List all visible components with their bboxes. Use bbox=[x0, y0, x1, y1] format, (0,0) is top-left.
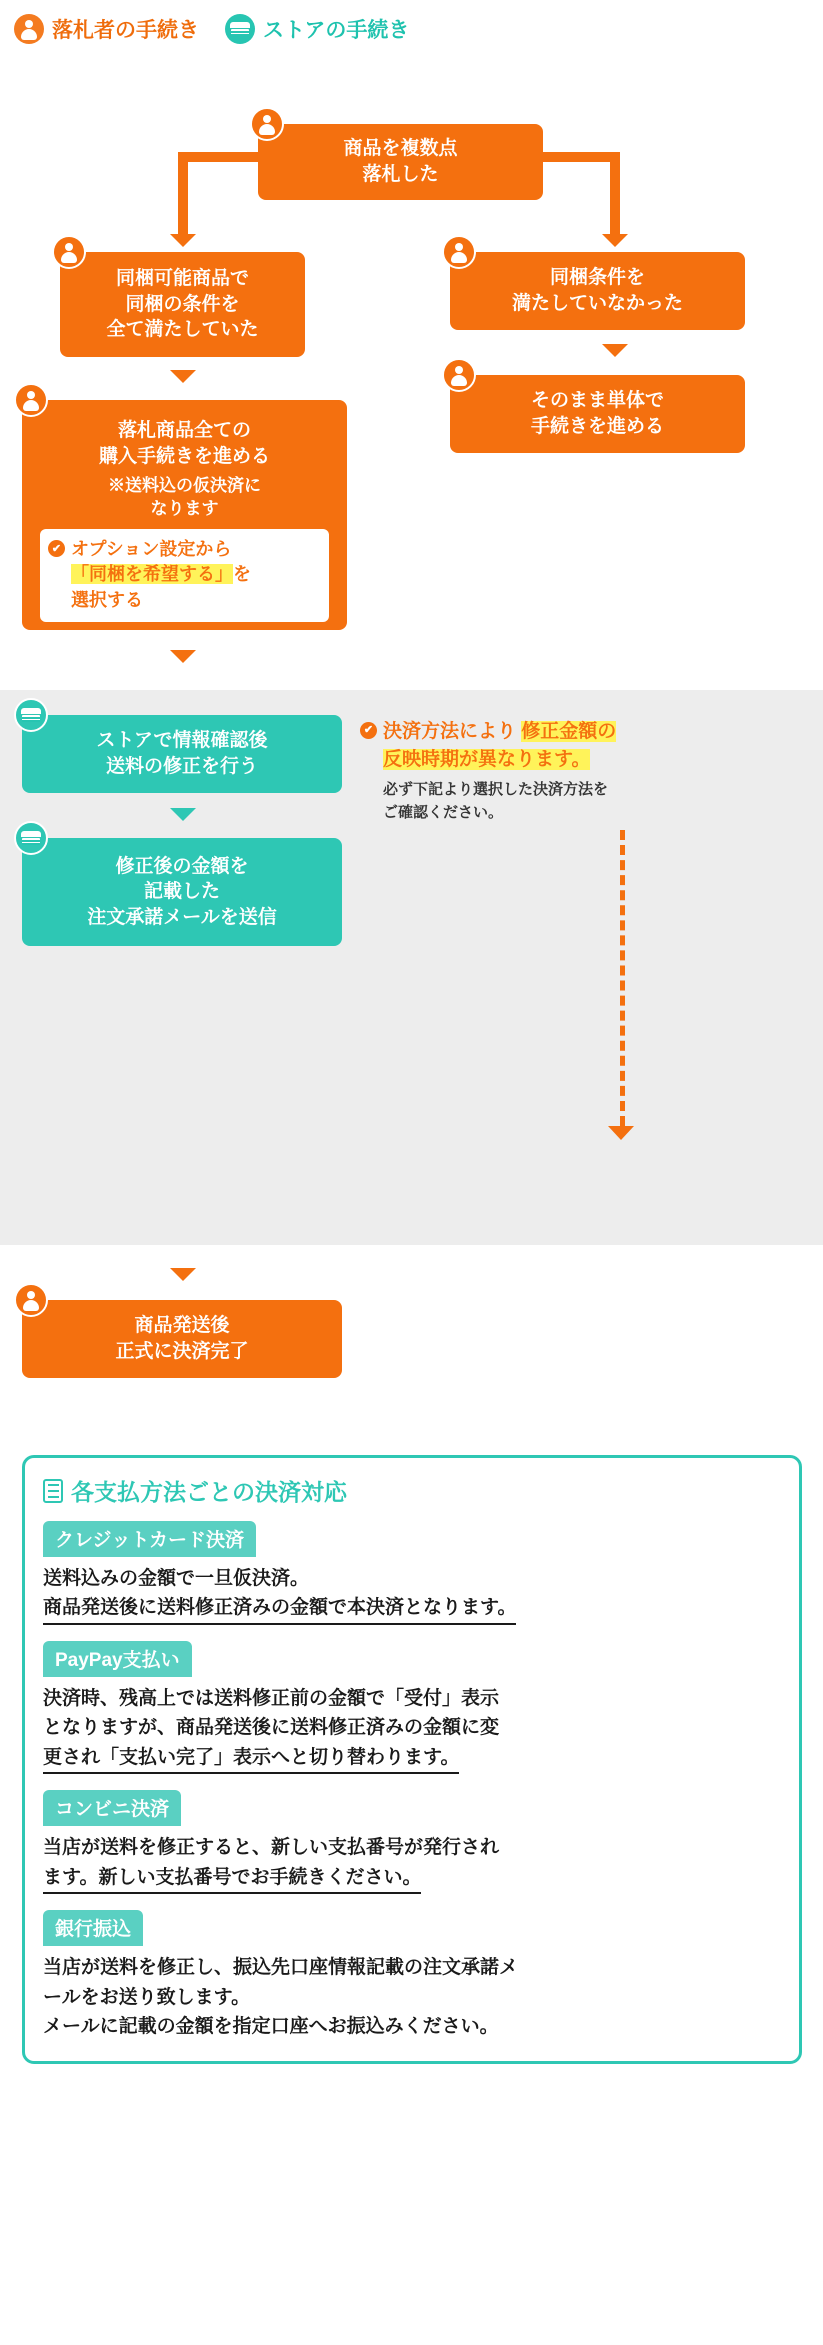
section-header: 銀行振込 bbox=[43, 1910, 143, 1946]
payment-section-convenience-store bbox=[43, 1790, 781, 1894]
section-body-line: 当店が送料を修正し、振込先口座情報記載の注文承諾メ bbox=[43, 1957, 519, 1979]
payment-section-credit-card bbox=[43, 1521, 781, 1625]
node-subline: なります bbox=[150, 499, 219, 519]
arrow-head-to-store-step bbox=[170, 650, 196, 663]
node-send-order-confirmation-mail bbox=[22, 838, 342, 946]
legend-item-buyer bbox=[14, 14, 199, 44]
person-icon bbox=[14, 14, 44, 44]
arrow-head-left bbox=[170, 234, 196, 247]
callout-line-2-post: を bbox=[233, 564, 251, 585]
node-payment-completed bbox=[22, 1300, 342, 1378]
callout-line-1: オプション設定から bbox=[71, 539, 232, 560]
section-body-line: 当店が送料を修正すると、新しい支払番号が発行され bbox=[43, 1837, 500, 1859]
document-icon bbox=[43, 1479, 63, 1503]
node-line: 手続きを進める bbox=[530, 416, 664, 437]
node-line: 注文承諾メールを送信 bbox=[87, 906, 277, 928]
section-body-line: メールに記載の金額を指定口座へお振込みください。 bbox=[43, 2015, 499, 2037]
section-body-line: ールをお送り致します。 bbox=[43, 1986, 251, 2008]
callout-highlight: 「同梱を希望する」 bbox=[71, 564, 233, 585]
node-line: そのまま単体で bbox=[530, 390, 664, 412]
person-icon bbox=[442, 235, 476, 269]
section-body-line: 決済時、残高上では送料修正前の金額で「受付」表示 bbox=[43, 1687, 500, 1709]
note-small-line: ご確認ください。 bbox=[383, 803, 504, 821]
node-line: 購入手続きを進める bbox=[98, 445, 270, 467]
check-icon: ✔ bbox=[48, 540, 65, 557]
node-multiple-items-won bbox=[258, 124, 543, 200]
legend bbox=[0, 0, 823, 54]
payment-methods-panel bbox=[22, 1455, 802, 2064]
person-icon bbox=[14, 383, 48, 417]
legend-label-store: ストアの手続き bbox=[263, 19, 410, 42]
node-line: 落札した bbox=[362, 164, 439, 185]
store-icon bbox=[225, 14, 255, 44]
section-body-line: ます。新しい支払番号でお手続きください。 bbox=[43, 1863, 421, 1894]
person-icon bbox=[250, 107, 284, 141]
node-line: 正式に決済完了 bbox=[115, 1341, 249, 1362]
payment-section-bank-transfer bbox=[43, 1910, 781, 2041]
node-line: 同梱可能商品で bbox=[115, 268, 249, 290]
node-bundle-conditions-not-met bbox=[450, 252, 745, 330]
arrow-head-to-node4 bbox=[170, 370, 196, 383]
store-icon bbox=[14, 698, 48, 732]
node-bundle-conditions-met bbox=[60, 252, 305, 357]
arrow-head-to-final-step bbox=[170, 1268, 196, 1281]
node-line: 送料の修正を行う bbox=[105, 756, 258, 777]
node-line: 落札商品全ての bbox=[117, 420, 251, 441]
node-proceed-all-purchases bbox=[22, 400, 347, 630]
store-icon bbox=[14, 821, 48, 855]
connector-right-down bbox=[610, 152, 620, 237]
option-setting-callout bbox=[40, 529, 329, 622]
arrow-head-to-node5 bbox=[602, 344, 628, 357]
node-line: ストアで情報確認後 bbox=[96, 730, 268, 752]
connector-left-down bbox=[178, 152, 188, 237]
connector-left-bar bbox=[178, 152, 260, 162]
payment-timing-note bbox=[360, 718, 660, 824]
section-body-line: 送料込みの金額で一旦仮決済。 bbox=[43, 1568, 310, 1589]
section-header: コンビニ決済 bbox=[43, 1790, 181, 1826]
note-small-line: 必ず下記より選択した決済方法を bbox=[383, 781, 609, 799]
node-line: 全て満たしていた bbox=[106, 319, 259, 341]
node-line: 修正後の金額を bbox=[115, 855, 249, 877]
section-body-line: 更され「支払い完了」表示へと切り替わります。 bbox=[43, 1743, 459, 1774]
person-icon bbox=[442, 358, 476, 392]
section-header: クレジットカード決済 bbox=[43, 1521, 256, 1557]
arrow-head-right bbox=[602, 234, 628, 247]
arrow-head-to-mail-step bbox=[170, 808, 196, 821]
callout-line-3: 選択する bbox=[71, 589, 143, 610]
person-icon bbox=[14, 1283, 48, 1317]
node-line: 記載した bbox=[143, 881, 220, 903]
node-proceed-individually bbox=[450, 375, 745, 453]
note-line-1: 決済方法により bbox=[383, 721, 522, 742]
node-line: 同梱条件を bbox=[549, 267, 645, 289]
node-subline: ※送料込の仮決済に bbox=[108, 476, 261, 496]
check-icon: ✔ bbox=[360, 722, 377, 739]
person-icon bbox=[52, 235, 86, 269]
legend-label-buyer: 落札者の手続き bbox=[52, 19, 199, 42]
connector-right-bar bbox=[540, 152, 620, 162]
legend-item-store bbox=[225, 14, 409, 44]
node-line: 商品発送後 bbox=[134, 1315, 230, 1337]
note-highlight-2: 反映時期が異なります。 bbox=[383, 748, 591, 770]
node-store-fix-shipping bbox=[22, 715, 342, 793]
panel-title-text: 各支払方法ごとの決済対応 bbox=[71, 1479, 347, 1505]
node-line: 同梱の条件を bbox=[125, 293, 240, 315]
panel-title bbox=[43, 1474, 781, 1507]
section-body-line: となりますが、商品発送後に送料修正済みの金額に変 bbox=[43, 1717, 500, 1739]
node-line: 商品を複数点 bbox=[343, 138, 458, 160]
section-body-line: 商品発送後に送料修正済みの金額で本決済となります。 bbox=[43, 1593, 516, 1624]
node-line: 満たしていなかった bbox=[511, 293, 683, 314]
section-header: PayPay支払い bbox=[43, 1641, 192, 1677]
note-highlight-1: 修正金額の bbox=[521, 721, 617, 742]
payment-section-paypay bbox=[43, 1641, 781, 1774]
